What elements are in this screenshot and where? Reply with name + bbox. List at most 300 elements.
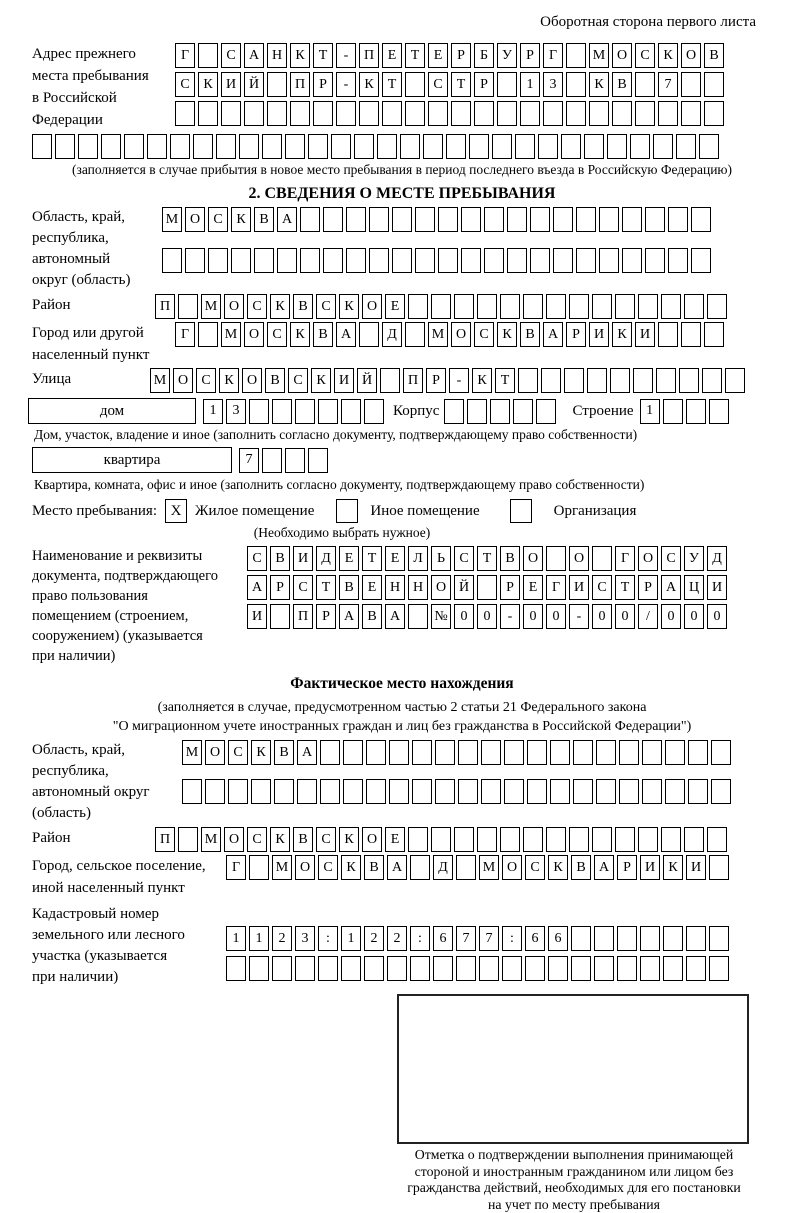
char-cell[interactable]: И: [707, 575, 727, 600]
char-cell[interactable]: С: [221, 43, 241, 68]
char-cell[interactable]: [638, 827, 658, 852]
char-cell[interactable]: 0: [523, 604, 543, 629]
char-cell[interactable]: А: [594, 855, 614, 880]
char-cell[interactable]: М: [221, 322, 241, 347]
char-cell[interactable]: [444, 399, 464, 424]
char-cell[interactable]: М: [182, 740, 202, 765]
char-cell[interactable]: [382, 101, 402, 126]
char-cell[interactable]: [343, 779, 363, 804]
char-cell[interactable]: [543, 101, 563, 126]
char-cell[interactable]: С: [428, 72, 448, 97]
char-cell[interactable]: [178, 294, 198, 319]
char-cell[interactable]: К: [251, 740, 271, 765]
char-cell[interactable]: [656, 368, 676, 393]
char-cell[interactable]: 0: [546, 604, 566, 629]
char-cell[interactable]: Т: [316, 575, 336, 600]
char-cell[interactable]: 0: [477, 604, 497, 629]
char-cell[interactable]: [251, 779, 271, 804]
char-cell[interactable]: О: [224, 294, 244, 319]
char-cell[interactable]: -: [336, 72, 356, 97]
char-cell[interactable]: В: [339, 575, 359, 600]
char-cell[interactable]: Е: [523, 575, 543, 600]
char-cell[interactable]: Р: [566, 322, 586, 347]
char-cell[interactable]: Г: [543, 43, 563, 68]
char-cell[interactable]: [640, 926, 660, 951]
char-cell[interactable]: 0: [592, 604, 612, 629]
char-cell[interactable]: [607, 134, 627, 159]
char-cell[interactable]: 6: [433, 926, 453, 951]
char-cell[interactable]: [249, 399, 269, 424]
char-cell[interactable]: С: [288, 368, 308, 393]
char-cell[interactable]: [594, 926, 614, 951]
char-cell[interactable]: [599, 207, 619, 232]
char-cell[interactable]: [699, 134, 719, 159]
char-cell[interactable]: [658, 322, 678, 347]
char-cell[interactable]: [412, 779, 432, 804]
char-cell[interactable]: К: [311, 368, 331, 393]
char-cell[interactable]: [612, 101, 632, 126]
char-cell[interactable]: [564, 368, 584, 393]
char-cell[interactable]: [523, 827, 543, 852]
char-cell[interactable]: [525, 956, 545, 981]
char-cell[interactable]: Т: [382, 72, 402, 97]
char-cell[interactable]: [681, 101, 701, 126]
char-cell[interactable]: [484, 248, 504, 273]
char-cell[interactable]: 2: [387, 926, 407, 951]
char-cell[interactable]: [619, 779, 639, 804]
char-cell[interactable]: О: [362, 827, 382, 852]
char-cell[interactable]: [389, 740, 409, 765]
char-cell[interactable]: [571, 926, 591, 951]
char-cell[interactable]: [619, 740, 639, 765]
char-cell[interactable]: М: [201, 827, 221, 852]
char-cell[interactable]: П: [293, 604, 313, 629]
char-cell[interactable]: [364, 399, 384, 424]
char-cell[interactable]: [663, 926, 683, 951]
char-cell[interactable]: К: [658, 43, 678, 68]
char-cell[interactable]: [458, 779, 478, 804]
char-cell[interactable]: [415, 248, 435, 273]
char-cell[interactable]: [527, 779, 547, 804]
char-cell[interactable]: 1: [520, 72, 540, 97]
char-cell[interactable]: М: [272, 855, 292, 880]
char-cell[interactable]: [254, 248, 274, 273]
char-cell[interactable]: С: [454, 546, 474, 571]
char-cell[interactable]: [366, 740, 386, 765]
char-cell[interactable]: С: [196, 368, 216, 393]
char-cell[interactable]: [658, 101, 678, 126]
char-cell[interactable]: [226, 956, 246, 981]
char-cell[interactable]: О: [638, 546, 658, 571]
char-cell[interactable]: [454, 294, 474, 319]
char-cell[interactable]: [458, 740, 478, 765]
char-cell[interactable]: К: [290, 43, 310, 68]
char-cell[interactable]: [308, 448, 328, 473]
char-cell[interactable]: [686, 956, 706, 981]
char-cell[interactable]: [341, 399, 361, 424]
char-cell[interactable]: [576, 207, 596, 232]
house-box[interactable]: дом: [28, 398, 196, 424]
char-cell[interactable]: [408, 604, 428, 629]
char-cell[interactable]: Е: [362, 575, 382, 600]
char-cell[interactable]: [331, 134, 351, 159]
char-cell[interactable]: И: [569, 575, 589, 600]
char-cell[interactable]: [502, 956, 522, 981]
char-cell[interactable]: Е: [382, 43, 402, 68]
char-cell[interactable]: В: [313, 322, 333, 347]
char-cell[interactable]: [400, 134, 420, 159]
char-cell[interactable]: [387, 956, 407, 981]
char-cell[interactable]: Е: [385, 294, 405, 319]
char-cell[interactable]: [341, 956, 361, 981]
char-cell[interactable]: [668, 207, 688, 232]
char-cell[interactable]: И: [293, 546, 313, 571]
char-cell[interactable]: [569, 294, 589, 319]
char-cell[interactable]: М: [428, 322, 448, 347]
char-cell[interactable]: [101, 134, 121, 159]
char-cell[interactable]: М: [162, 207, 182, 232]
char-cell[interactable]: [205, 779, 225, 804]
char-cell[interactable]: В: [571, 855, 591, 880]
residential-checkbox[interactable]: X: [165, 499, 187, 523]
char-cell[interactable]: Т: [405, 43, 425, 68]
char-cell[interactable]: [622, 207, 642, 232]
char-cell[interactable]: Д: [433, 855, 453, 880]
char-cell[interactable]: Ц: [684, 575, 704, 600]
char-cell[interactable]: [55, 134, 75, 159]
char-cell[interactable]: Л: [408, 546, 428, 571]
char-cell[interactable]: [456, 855, 476, 880]
char-cell[interactable]: Й: [454, 575, 474, 600]
char-cell[interactable]: К: [270, 827, 290, 852]
char-cell[interactable]: [663, 399, 683, 424]
char-cell[interactable]: [308, 134, 328, 159]
char-cell[interactable]: [262, 134, 282, 159]
char-cell[interactable]: С: [293, 575, 313, 600]
char-cell[interactable]: 2: [364, 926, 384, 951]
char-cell[interactable]: [446, 134, 466, 159]
char-cell[interactable]: К: [589, 72, 609, 97]
char-cell[interactable]: М: [201, 294, 221, 319]
char-cell[interactable]: К: [548, 855, 568, 880]
char-cell[interactable]: [484, 207, 504, 232]
char-cell[interactable]: [364, 956, 384, 981]
char-cell[interactable]: [546, 294, 566, 319]
char-cell[interactable]: [676, 134, 696, 159]
char-cell[interactable]: [78, 134, 98, 159]
char-cell[interactable]: Е: [385, 546, 405, 571]
char-cell[interactable]: Н: [385, 575, 405, 600]
char-cell[interactable]: [477, 827, 497, 852]
char-cell[interactable]: [561, 134, 581, 159]
char-cell[interactable]: [550, 779, 570, 804]
char-cell[interactable]: [438, 207, 458, 232]
char-cell[interactable]: [239, 134, 259, 159]
char-cell[interactable]: С: [635, 43, 655, 68]
char-cell[interactable]: 0: [684, 604, 704, 629]
char-cell[interactable]: [622, 248, 642, 273]
char-cell[interactable]: П: [403, 368, 423, 393]
char-cell[interactable]: [318, 956, 338, 981]
char-cell[interactable]: [231, 248, 251, 273]
char-cell[interactable]: 2: [272, 926, 292, 951]
char-cell[interactable]: [497, 72, 517, 97]
char-cell[interactable]: [208, 248, 228, 273]
char-cell[interactable]: [569, 827, 589, 852]
char-cell[interactable]: С: [525, 855, 545, 880]
char-cell[interactable]: 7: [456, 926, 476, 951]
char-cell[interactable]: [285, 448, 305, 473]
char-cell[interactable]: [297, 779, 317, 804]
char-cell[interactable]: [566, 101, 586, 126]
char-cell[interactable]: [343, 740, 363, 765]
char-cell[interactable]: [615, 294, 635, 319]
char-cell[interactable]: В: [520, 322, 540, 347]
char-cell[interactable]: С: [247, 827, 267, 852]
char-cell[interactable]: К: [339, 294, 359, 319]
char-cell[interactable]: [497, 101, 517, 126]
char-cell[interactable]: [285, 134, 305, 159]
char-cell[interactable]: [704, 72, 724, 97]
char-cell[interactable]: Т: [313, 43, 333, 68]
char-cell[interactable]: [435, 779, 455, 804]
organization-checkbox[interactable]: [510, 499, 532, 523]
char-cell[interactable]: [630, 134, 650, 159]
char-cell[interactable]: П: [155, 294, 175, 319]
char-cell[interactable]: У: [497, 43, 517, 68]
char-cell[interactable]: К: [290, 322, 310, 347]
char-cell[interactable]: С: [208, 207, 228, 232]
char-cell[interactable]: [661, 294, 681, 319]
char-cell[interactable]: -: [500, 604, 520, 629]
char-cell[interactable]: [147, 134, 167, 159]
char-cell[interactable]: С: [316, 294, 336, 319]
char-cell[interactable]: [653, 134, 673, 159]
char-cell[interactable]: [320, 740, 340, 765]
char-cell[interactable]: [431, 294, 451, 319]
char-cell[interactable]: [162, 248, 182, 273]
char-cell[interactable]: [668, 248, 688, 273]
char-cell[interactable]: [566, 72, 586, 97]
char-cell[interactable]: [461, 207, 481, 232]
char-cell[interactable]: :: [502, 926, 522, 951]
char-cell[interactable]: И: [640, 855, 660, 880]
char-cell[interactable]: [175, 101, 195, 126]
char-cell[interactable]: Р: [520, 43, 540, 68]
char-cell[interactable]: [635, 72, 655, 97]
char-cell[interactable]: 3: [226, 399, 246, 424]
char-cell[interactable]: Д: [382, 322, 402, 347]
char-cell[interactable]: С: [318, 855, 338, 880]
char-cell[interactable]: М: [589, 43, 609, 68]
char-cell[interactable]: Т: [477, 546, 497, 571]
char-cell[interactable]: [704, 101, 724, 126]
char-cell[interactable]: [711, 740, 731, 765]
char-cell[interactable]: [571, 956, 591, 981]
char-cell[interactable]: И: [589, 322, 609, 347]
char-cell[interactable]: Й: [357, 368, 377, 393]
char-cell[interactable]: К: [219, 368, 239, 393]
char-cell[interactable]: К: [231, 207, 251, 232]
char-cell[interactable]: [707, 294, 727, 319]
char-cell[interactable]: [479, 956, 499, 981]
char-cell[interactable]: [665, 740, 685, 765]
char-cell[interactable]: К: [198, 72, 218, 97]
char-cell[interactable]: [193, 134, 213, 159]
char-cell[interactable]: [596, 779, 616, 804]
char-cell[interactable]: [124, 134, 144, 159]
char-cell[interactable]: М: [479, 855, 499, 880]
char-cell[interactable]: 1: [203, 399, 223, 424]
char-cell[interactable]: [474, 101, 494, 126]
char-cell[interactable]: [515, 134, 535, 159]
char-cell[interactable]: О: [205, 740, 225, 765]
char-cell[interactable]: [684, 827, 704, 852]
char-cell[interactable]: [377, 134, 397, 159]
char-cell[interactable]: Г: [546, 575, 566, 600]
char-cell[interactable]: [295, 956, 315, 981]
char-cell[interactable]: К: [612, 322, 632, 347]
char-cell[interactable]: Н: [267, 43, 287, 68]
char-cell[interactable]: [589, 101, 609, 126]
char-cell[interactable]: Г: [226, 855, 246, 880]
char-cell[interactable]: [538, 134, 558, 159]
char-cell[interactable]: [182, 779, 202, 804]
char-cell[interactable]: [481, 779, 501, 804]
char-cell[interactable]: [467, 399, 487, 424]
char-cell[interactable]: [359, 322, 379, 347]
char-cell[interactable]: [500, 294, 520, 319]
char-cell[interactable]: [295, 399, 315, 424]
char-cell[interactable]: [553, 207, 573, 232]
char-cell[interactable]: [688, 740, 708, 765]
char-cell[interactable]: :: [410, 926, 430, 951]
char-cell[interactable]: [617, 926, 637, 951]
char-cell[interactable]: [405, 101, 425, 126]
char-cell[interactable]: [520, 101, 540, 126]
char-cell[interactable]: [536, 399, 556, 424]
char-cell[interactable]: [456, 956, 476, 981]
char-cell[interactable]: [410, 855, 430, 880]
char-cell[interactable]: О: [173, 368, 193, 393]
char-cell[interactable]: №: [431, 604, 451, 629]
char-cell[interactable]: Т: [615, 575, 635, 600]
char-cell[interactable]: [599, 248, 619, 273]
char-cell[interactable]: [32, 134, 52, 159]
char-cell[interactable]: А: [247, 575, 267, 600]
char-cell[interactable]: [507, 248, 527, 273]
char-cell[interactable]: [587, 368, 607, 393]
char-cell[interactable]: [709, 399, 729, 424]
char-cell[interactable]: [290, 101, 310, 126]
char-cell[interactable]: [638, 294, 658, 319]
char-cell[interactable]: [681, 72, 701, 97]
char-cell[interactable]: Г: [175, 322, 195, 347]
char-cell[interactable]: [410, 956, 430, 981]
char-cell[interactable]: [477, 575, 497, 600]
char-cell[interactable]: А: [336, 322, 356, 347]
char-cell[interactable]: [369, 207, 389, 232]
char-cell[interactable]: М: [150, 368, 170, 393]
char-cell[interactable]: [423, 134, 443, 159]
char-cell[interactable]: [431, 827, 451, 852]
char-cell[interactable]: А: [385, 604, 405, 629]
char-cell[interactable]: Т: [451, 72, 471, 97]
char-cell[interactable]: О: [431, 575, 451, 600]
char-cell[interactable]: Д: [707, 546, 727, 571]
char-cell[interactable]: Е: [385, 827, 405, 852]
char-cell[interactable]: [244, 101, 264, 126]
char-cell[interactable]: 7: [658, 72, 678, 97]
apartment-box[interactable]: квартира: [32, 447, 232, 473]
char-cell[interactable]: Й: [244, 72, 264, 97]
char-cell[interactable]: С: [474, 322, 494, 347]
char-cell[interactable]: [548, 956, 568, 981]
char-cell[interactable]: О: [242, 368, 262, 393]
char-cell[interactable]: [518, 368, 538, 393]
char-cell[interactable]: [686, 926, 706, 951]
char-cell[interactable]: О: [224, 827, 244, 852]
char-cell[interactable]: О: [295, 855, 315, 880]
char-cell[interactable]: 3: [295, 926, 315, 951]
char-cell[interactable]: [185, 248, 205, 273]
char-cell[interactable]: Е: [428, 43, 448, 68]
char-cell[interactable]: Р: [316, 604, 336, 629]
char-cell[interactable]: [530, 248, 550, 273]
char-cell[interactable]: [369, 248, 389, 273]
char-cell[interactable]: А: [297, 740, 317, 765]
char-cell[interactable]: Т: [495, 368, 515, 393]
char-cell[interactable]: [725, 368, 745, 393]
char-cell[interactable]: А: [339, 604, 359, 629]
char-cell[interactable]: [346, 248, 366, 273]
char-cell[interactable]: [392, 207, 412, 232]
char-cell[interactable]: [435, 740, 455, 765]
char-cell[interactable]: А: [661, 575, 681, 600]
char-cell[interactable]: О: [451, 322, 471, 347]
char-cell[interactable]: С: [175, 72, 195, 97]
char-cell[interactable]: [615, 827, 635, 852]
char-cell[interactable]: С: [247, 294, 267, 319]
char-cell[interactable]: [707, 827, 727, 852]
char-cell[interactable]: 0: [707, 604, 727, 629]
char-cell[interactable]: [454, 827, 474, 852]
char-cell[interactable]: В: [274, 740, 294, 765]
char-cell[interactable]: [686, 399, 706, 424]
char-cell[interactable]: [451, 101, 471, 126]
char-cell[interactable]: А: [244, 43, 264, 68]
char-cell[interactable]: [507, 207, 527, 232]
char-cell[interactable]: [679, 368, 699, 393]
char-cell[interactable]: С: [228, 740, 248, 765]
char-cell[interactable]: [645, 207, 665, 232]
char-cell[interactable]: В: [265, 368, 285, 393]
char-cell[interactable]: [640, 956, 660, 981]
char-cell[interactable]: [415, 207, 435, 232]
char-cell[interactable]: [380, 368, 400, 393]
char-cell[interactable]: К: [270, 294, 290, 319]
char-cell[interactable]: 1: [249, 926, 269, 951]
char-cell[interactable]: [596, 740, 616, 765]
char-cell[interactable]: [504, 779, 524, 804]
char-cell[interactable]: [688, 779, 708, 804]
char-cell[interactable]: О: [362, 294, 382, 319]
char-cell[interactable]: П: [359, 43, 379, 68]
char-cell[interactable]: [262, 448, 282, 473]
char-cell[interactable]: [438, 248, 458, 273]
char-cell[interactable]: С: [316, 827, 336, 852]
char-cell[interactable]: В: [500, 546, 520, 571]
